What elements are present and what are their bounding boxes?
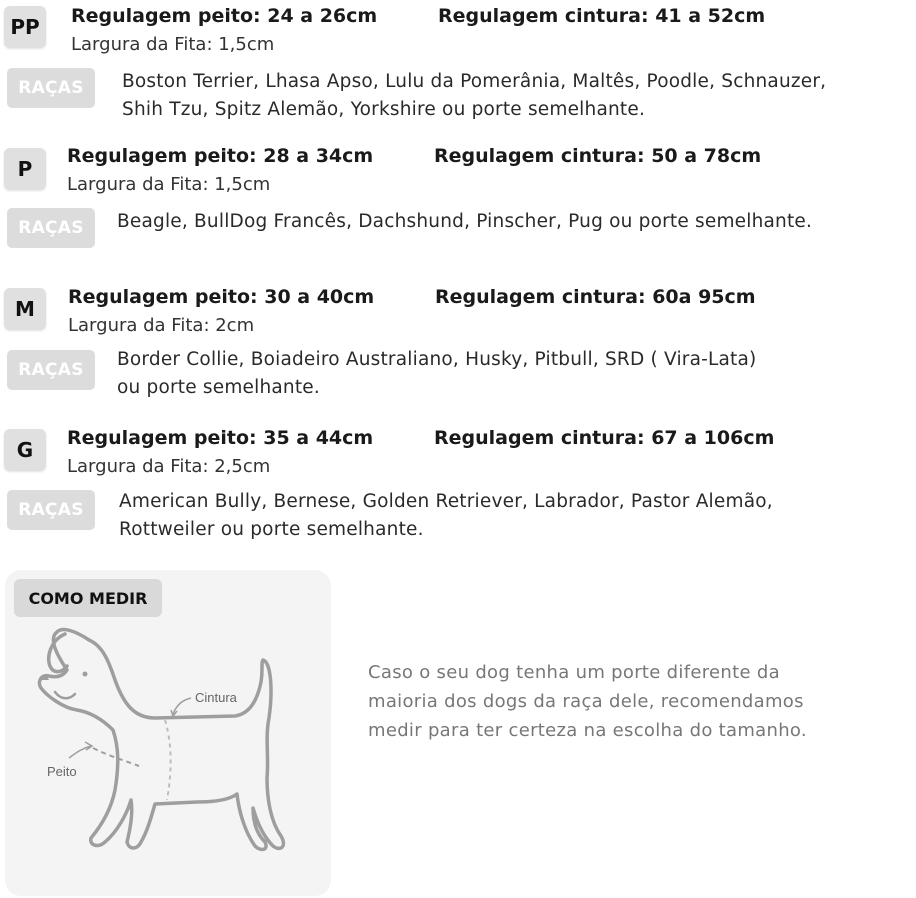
peito-range-p: Regulagem peito: 28 a 34cm: [67, 145, 374, 167]
largura-fita-g: Largura da Fita: 2,5cm: [67, 456, 271, 477]
racas-badge-pp: RAÇAS: [7, 68, 95, 108]
breeds-line: Border Collie, Boiadeiro Australiano, Husky, Pitbull, SRD ( Vira-Lata): [117, 349, 757, 370]
dog-measure-illustration: [5, 570, 331, 896]
breeds-line: Beagle, BullDog Francês, Dachshund, Pinscher, Pug ou porte semelhante.: [117, 211, 813, 232]
breeds-list-p: [117, 208, 812, 236]
peito-range-g: Regulagem peito: 35 a 44cm: [67, 427, 374, 449]
note-line: maioria dos dogs da raça dele, recomendamos: [368, 691, 804, 712]
cintura-label: Cintura: [195, 690, 237, 705]
largura-fita-pp: Largura da Fita: 1,5cm: [71, 34, 275, 55]
racas-badge-m: RAÇAS: [7, 350, 95, 390]
breeds-line: Rottweiler ou porte semelhante.: [119, 519, 424, 540]
cintura-range-g: Regulagem cintura: 67 a 106cm: [434, 427, 775, 449]
breeds-line: American Bully, Bernese, Golden Retriever, Labrador, Pastor Alemão,: [119, 491, 773, 512]
size-badge-pp: PP: [4, 6, 46, 48]
note-line: medir para ter certeza na escolha do tamanho.: [368, 720, 807, 741]
measure-note: [368, 658, 888, 745]
como-medir-label: COMO MEDIR: [14, 579, 162, 617]
racas-badge-g: RAÇAS: [7, 490, 95, 530]
cintura-range-pp: Regulagem cintura: 41 a 52cm: [438, 5, 766, 27]
size-badge-g: G: [4, 429, 46, 471]
como-medir-card: [5, 570, 331, 896]
largura-fita-m: Largura da Fita: 2cm: [68, 315, 255, 336]
peito-range-pp: Regulagem peito: 24 a 26cm: [71, 5, 378, 27]
peito-label: Peito: [47, 764, 77, 779]
size-badge-p: P: [4, 148, 46, 190]
breeds-list-pp: [122, 68, 826, 124]
note-line: Caso o seu dog tenha um porte diferente da: [368, 662, 780, 683]
peito-range-m: Regulagem peito: 30 a 40cm: [68, 286, 375, 308]
breeds-line: ou porte semelhante.: [117, 377, 320, 398]
breeds-list-m: [117, 346, 756, 402]
breeds-line: Shih Tzu, Spitz Alemão, Yorkshire ou porte semelhante.: [122, 99, 646, 120]
racas-badge-p: RAÇAS: [7, 208, 95, 248]
size-badge-m: M: [4, 288, 46, 330]
cintura-range-m: Regulagem cintura: 60a 95cm: [435, 286, 756, 308]
breeds-line: Boston Terrier, Lhasa Apso, Lulu da Pomerânia, Maltês, Poodle, Schnauzer,: [122, 71, 827, 92]
cintura-range-p: Regulagem cintura: 50 a 78cm: [434, 145, 762, 167]
largura-fita-p: Largura da Fita: 1,5cm: [67, 174, 271, 195]
breeds-list-g: [119, 488, 773, 544]
